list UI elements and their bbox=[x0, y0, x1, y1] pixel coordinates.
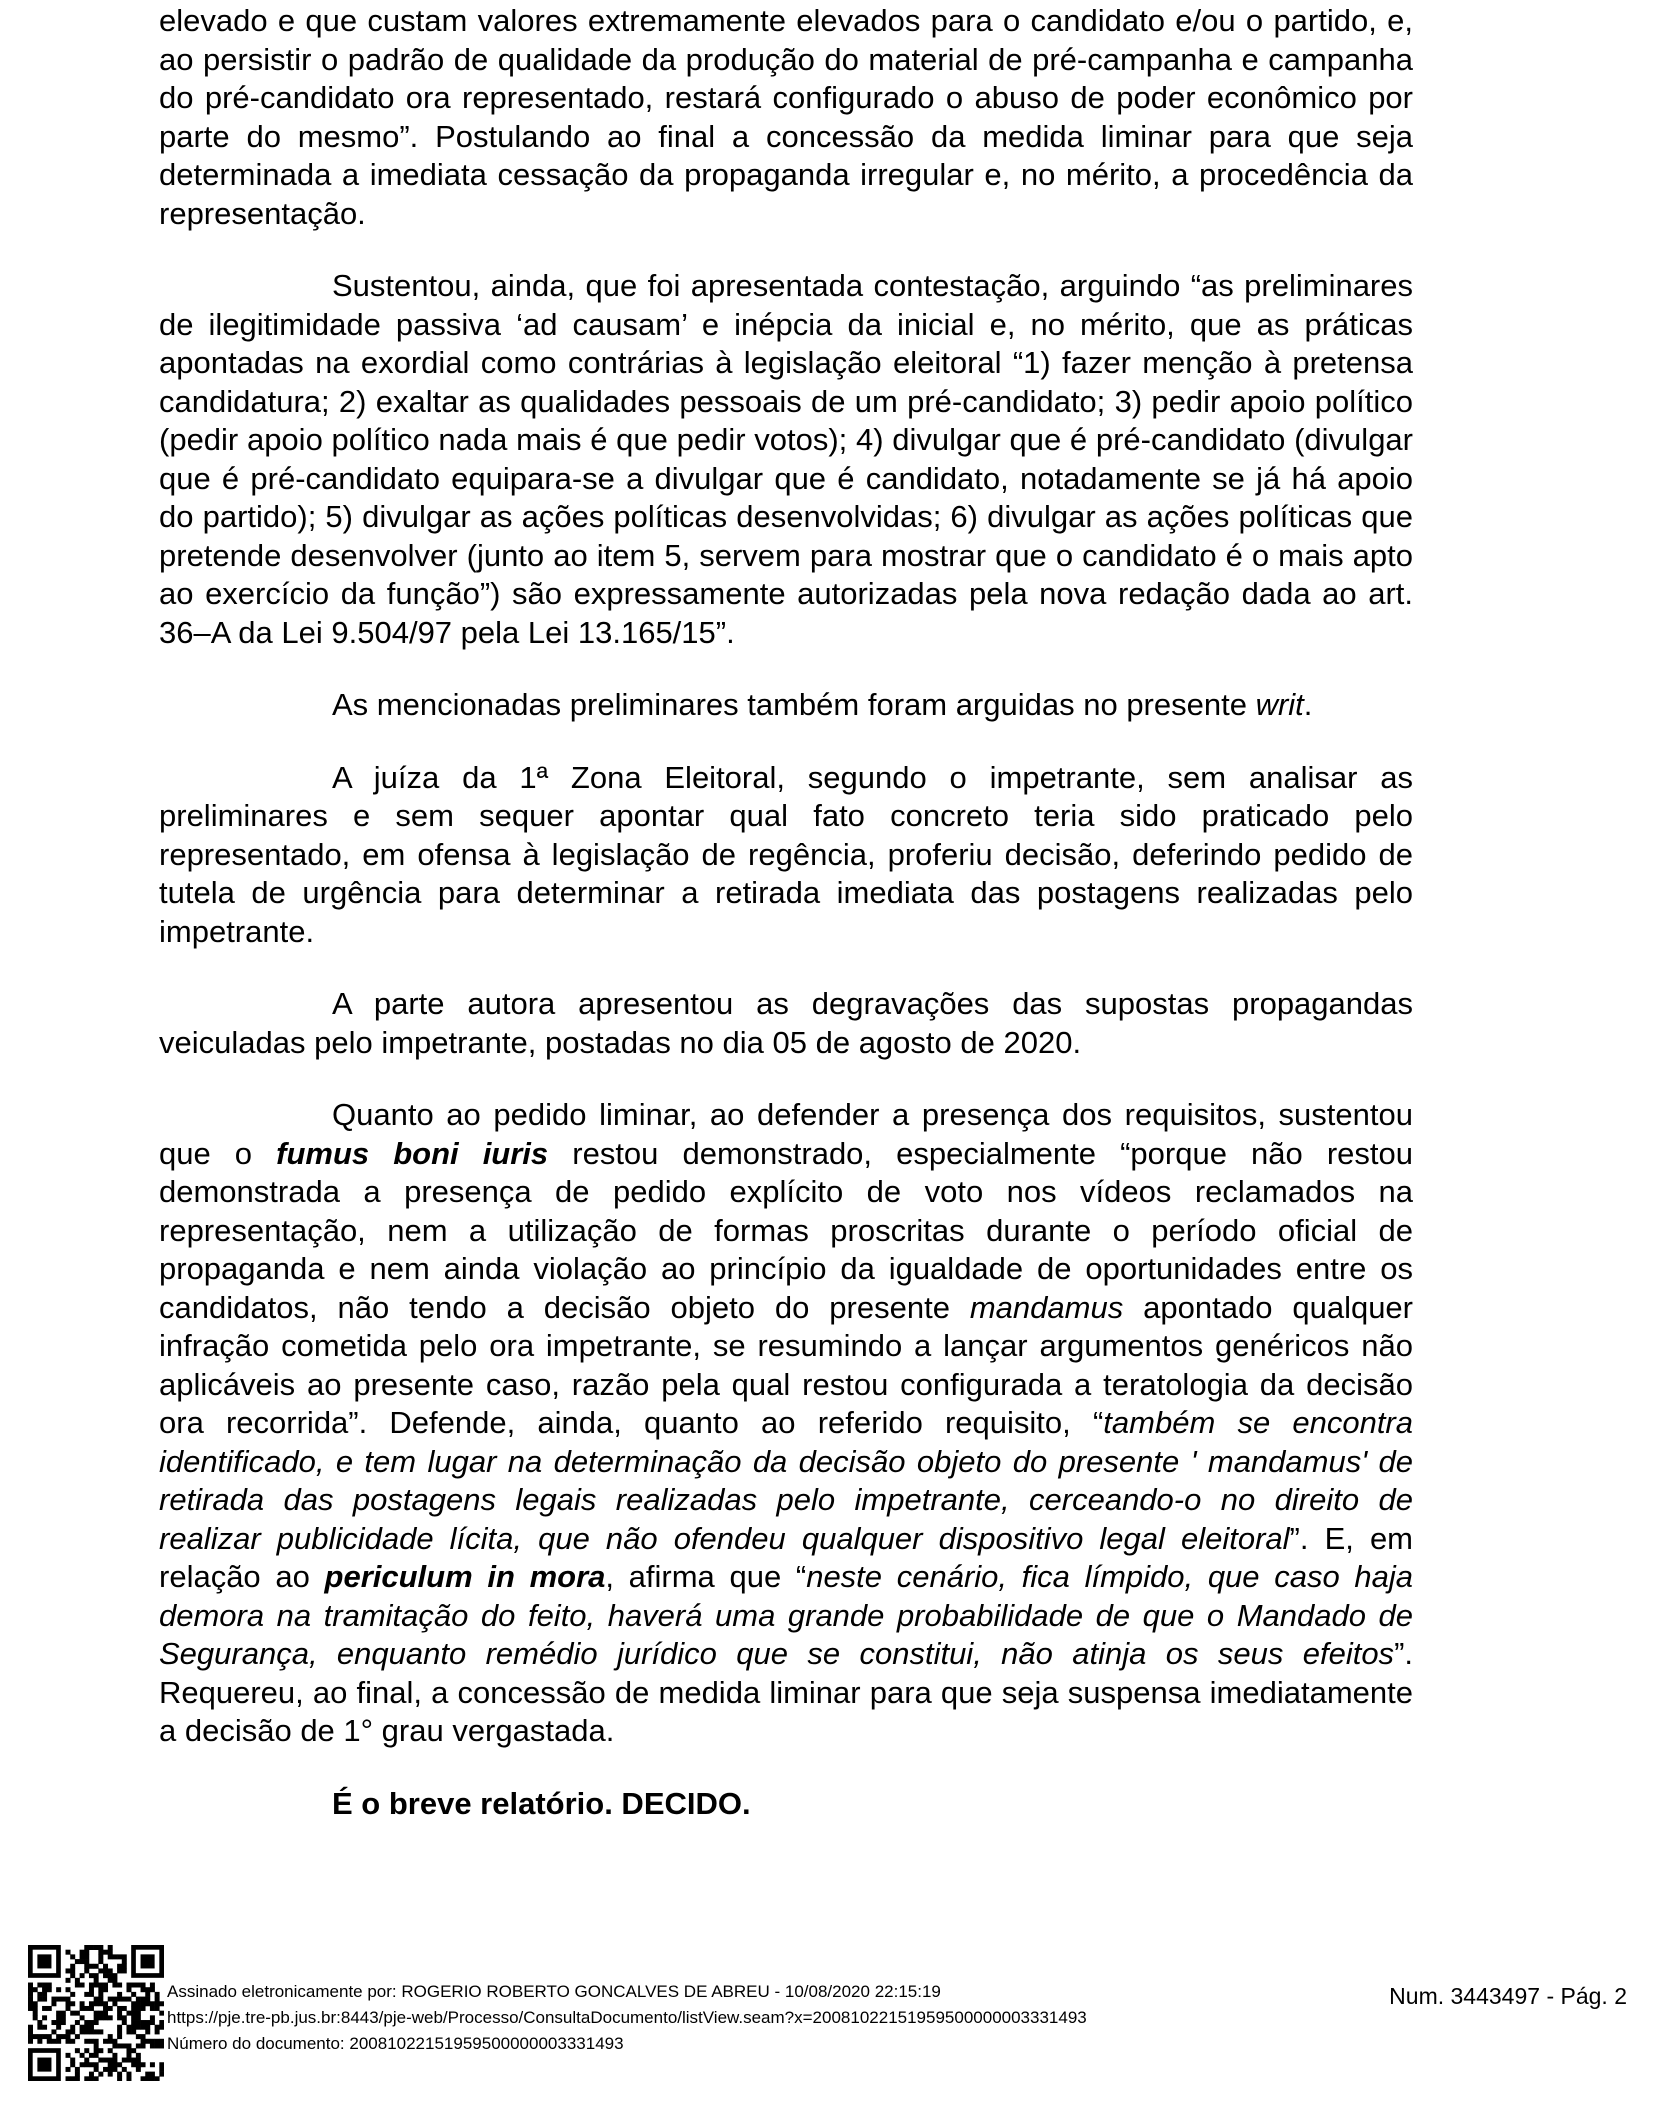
paragraph-text: elevado e que custam valores extremamente elevados para o candidato e/ou o partido, e, ao persistir o padrão de qualidade da produção do material de pré-campanha e campanha do pré-candidato ora representado, restará configurado o abuso de poder econômico por parte do mesmo”. Postulando ao final a concessão da medida liminar para que seja determinada a imediata cessação da propaganda irregular e, no mérito, a procedência da representação. bbox=[159, 3, 1413, 231]
signature-info bbox=[167, 1979, 1087, 2057]
paragraph-text: apontado qualquer infração cometida pelo ora impetrante, se resumindo a lançar argumentos genéricos não aplicáveis ao presente caso, razão pela qual restou configurada a teratologia da decisão ora recorrida”. Defende, ainda, quanto ao referido requisito, “ bbox=[159, 1289, 1414, 1440]
paragraph-text: ”. E, em relação ao bbox=[159, 1520, 1414, 1594]
page-number: Num. 3443497 - Pág. 2 bbox=[1389, 1983, 1627, 2009]
italic-quote: também se encontra identificado, e tem lugar na determinação da decisão objeto do presente ' mandamus' de retirada das postagens legais realizadas pelo impetrante, cerceando-o no direito de realizar publicidade lícita, que não ofendeu qualquer dispositivo legal eleitoral bbox=[159, 1405, 1413, 1556]
bold-italic-term: fumus boni iuris bbox=[276, 1135, 549, 1171]
paragraph-text: restou demonstrado, especialmente “porque não restou demonstrada a presença de pedido explícito de voto nos vídeos reclamados na representação, nem a utilização de formas proscritas durante o período oficial de propaganda e nem ainda violação ao princípio da igualdade de oportunidades entre os candidatos, não tendo a decisão objeto do presente bbox=[159, 1135, 1413, 1325]
bold-italic-term: periculum in mora bbox=[324, 1559, 606, 1594]
italic-term: mandamus bbox=[969, 1289, 1124, 1325]
document-body bbox=[159, 0, 1413, 1857]
signed-by-line: Assinado eletronicamente por: ROGERIO ROBERTO GONCALVES DE ABREU - 10/08/2020 22:15:19 bbox=[167, 1982, 941, 2001]
paragraph-6 bbox=[159, 1096, 1413, 1751]
paragraph-1 bbox=[159, 2, 1413, 233]
qr-code-icon bbox=[28, 1945, 164, 2081]
conclusion-heading: É o breve relatório. DECIDO. bbox=[332, 1785, 751, 1821]
paragraph-text: Sustentou, ainda, que foi apresentada contestação, arguindo “as preliminares de ilegitimidade passiva ‘ad causam’ e inépcia da inicial e, no mérito, que as práticas apontadas na exordial como contrárias à legislação eleitoral “1) fazer menção à pretensa candidatura; 2) exaltar as qualidades pessoais de um pré-candidato; 3) pedir apoio político (pedir apoio político nada mais é que pedir votos); 4) divulgar que é pré-candidato (divulgar que é pré-candidato equipara-se a divulgar que é candidato, notadamente se já há apoio do partido); 5) divulgar as ações políticas desenvolvidas; 6) divulgar as ações políticas que pretende desenvolver (junto ao item 5, servem para mostrar que o candidato é o mais apto ao exercício da função”) são expressamente autorizadas pela nova redação dada ao art. 36–A da Lei 9.504/97 pela Lei 13.165/15”. bbox=[159, 268, 1413, 650]
italic-quote: neste cenário, fica límpido, que caso haja demora na tramitação do feito, haverá uma grande probabilidade de que o Mandado de Segurança, enquanto remédio jurídico que se constitui, não atinja os seus efeitos bbox=[159, 1559, 1413, 1671]
paragraph-text: ”. Requereu, ao final, a concessão de medida liminar para que seja suspensa imediatamente a decisão de 1° grau vergastada. bbox=[159, 1636, 1413, 1748]
paragraph-4 bbox=[159, 759, 1413, 952]
paragraph-2 bbox=[159, 267, 1413, 652]
paragraph-3 bbox=[159, 686, 1413, 725]
document-number-line: Número do documento: 20081022151959500000003331493 bbox=[167, 2034, 624, 2053]
italic-term: writ bbox=[1255, 687, 1304, 722]
document-footer bbox=[0, 1945, 1653, 2106]
paragraph-text: , afirma que “ bbox=[605, 1559, 807, 1594]
paragraph-text: . bbox=[1303, 687, 1313, 722]
paragraph-text: A parte autora apresentou as degravações das supostas propagandas veiculadas pelo impetrante, postadas no dia 05 de agosto de 2020. bbox=[159, 986, 1413, 1060]
paragraph-text: As mencionadas preliminares também foram arguidas no presente bbox=[332, 687, 1256, 722]
paragraph-text: A juíza da 1ª Zona Eleitoral, segundo o impetrante, sem analisar as preliminares e sem sequer apontar qual fato concreto teria sido praticado pelo representado, em ofensa à legislação de regência, proferiu decisão, deferindo pedido de tutela de urgência para determinar a retirada imediata das postagens realizadas pelo impetrante. bbox=[159, 759, 1413, 949]
document-url-line[interactable]: https://pje.tre-pb.jus.br:8443/pje-web/Processo/ConsultaDocumento/listView.seam?x=20081022151959500000003331493 bbox=[167, 2008, 1087, 2027]
paragraph-5 bbox=[159, 985, 1413, 1062]
paragraph-text: Quanto ao pedido liminar, ao defender a presença dos requisitos, sustentou que o bbox=[159, 1097, 1413, 1171]
